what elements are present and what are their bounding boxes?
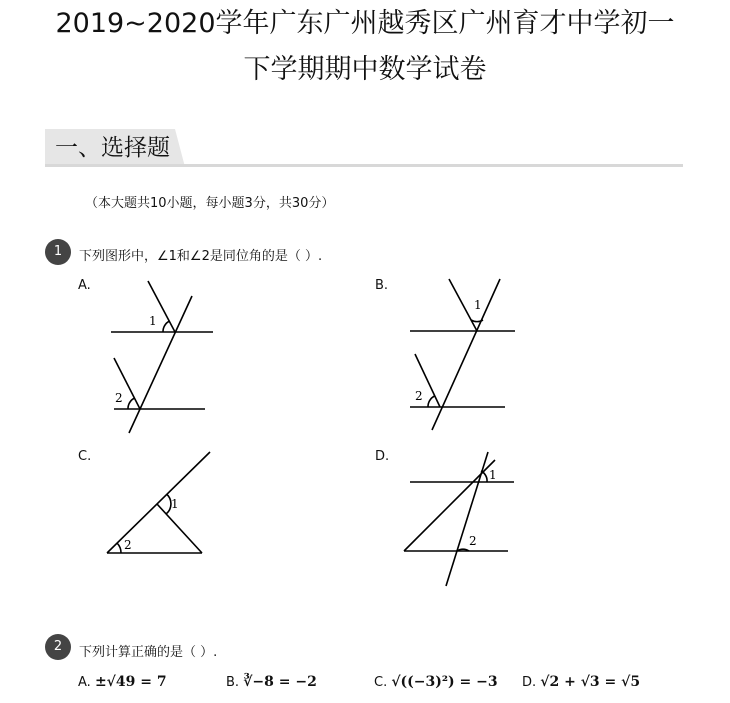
figure-a-angle-1-label: 1	[149, 314, 157, 328]
figure-c-angle-1-label: 1	[171, 497, 179, 511]
figure-b	[410, 279, 515, 430]
option-label: C.	[374, 675, 388, 690]
option-label-d: D.	[375, 449, 390, 464]
option-label-b: B.	[375, 278, 389, 293]
document-title-line-1: 2019~2020学年广东广州越秀区广州育才中学初一	[55, 8, 675, 39]
option-expression: √((−3)²) = −3	[391, 674, 498, 690]
section-note: （本大题共10小题，每小题3分，共30分）	[85, 196, 335, 211]
option-label-c: C.	[78, 449, 92, 464]
figure-d-angle-1-label: 1	[489, 468, 497, 482]
option-a	[78, 674, 167, 690]
figure-a	[111, 281, 213, 433]
option-label: B.	[226, 675, 240, 690]
option-expression: ±√49 = 7	[94, 674, 167, 690]
option-expression: ∛−8 = −2	[243, 674, 317, 690]
option-label-a: A.	[78, 278, 91, 293]
option-label: D.	[522, 675, 537, 690]
figure-c-angle-2-label: 2	[124, 538, 132, 552]
figure-b-angle-2-label: 2	[415, 389, 423, 403]
question-stem: 下列计算正确的是（ ）.	[79, 645, 218, 660]
figure-d-angle-2-label: 2	[469, 534, 477, 548]
section-title: 一、选择题	[55, 135, 170, 161]
figure-d	[404, 452, 514, 586]
option-c	[374, 674, 498, 690]
option-d	[522, 674, 640, 690]
question-stem: 下列图形中，∠1和∠2是同位角的是（ ）.	[79, 249, 323, 264]
option-b	[226, 674, 317, 690]
figure-a-angle-2-label: 2	[115, 391, 123, 405]
option-expression: √2 + √3 = √5	[540, 674, 641, 690]
option-label: A.	[78, 675, 91, 690]
figure-b-angle-1-label: 1	[474, 298, 482, 312]
question-number-badge: 1	[45, 239, 71, 265]
document-title-line-2: 下学期期中数学试卷	[243, 54, 487, 85]
question-number-badge: 2	[45, 634, 71, 660]
figure-c	[107, 452, 210, 553]
